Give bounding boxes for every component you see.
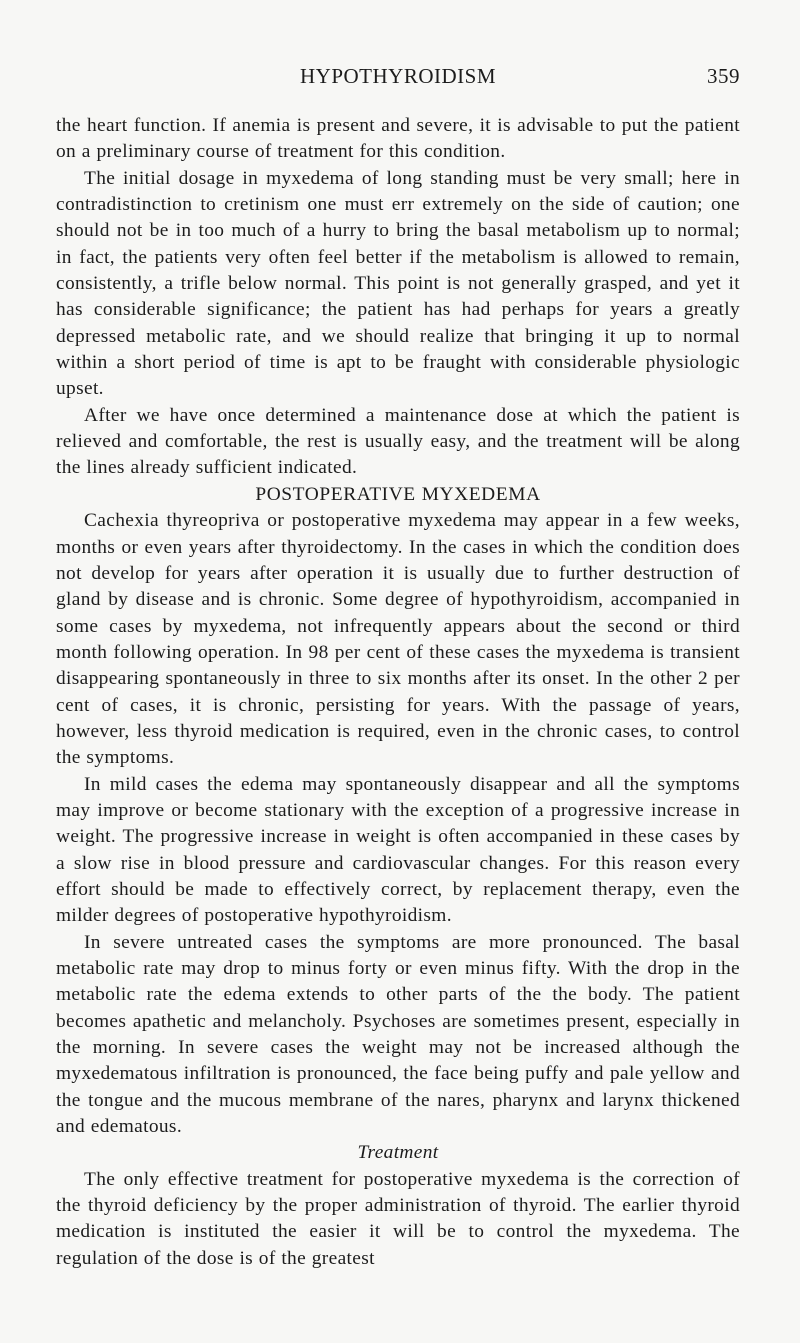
body-text (56, 113, 740, 1272)
paragraph: After we have once determined a maintenance dose at which the patient is relieved and comfortable, the rest is usually easy, and the treatment will be along the lines already sufficient indicated. (56, 404, 740, 479)
running-title: HYPOTHYROIDISM (299, 64, 496, 88)
paragraph: The only effective treatment for postoperative myxedema is the correction of the thyroid deficiency by the proper administration of thyroid. The earlier thyroid medication is instituted the easier it will be to control the myxedema. The regulation of the dose is of the greatest (56, 1168, 740, 1269)
running-head (56, 64, 740, 92)
paragraph: In mild cases the edema may spontaneously disappear and all the symptoms may improve or become stationary with the exception of a progressive increase in weight. The progressive increase in weight is often accompanied in these cases by a slow rise in blood pressure and cardiovascular changes. For this reason every effort should be made to effectively correct, by replacement therapy, even the milder degrees of postoperative hypothyroidism. (56, 773, 740, 927)
page-number: 359 (707, 64, 740, 88)
subsection-heading: Treatment (357, 1142, 439, 1164)
paragraph: Cachexia thyreopriva or postoperative myxedema may appear in a few weeks, months or even years after thyroidectomy. In the cases in which the condition does not develop for years after operation it is usually due to further destruction of gland by disease and is chronic. Some degree of hypothyroidism, accompanied in some cases by myxedema, not infrequently appears about the second or third month following operation. In 98 per cent of these cases the myxedema is transient disappearing spontaneously in three to six months after its onset. In the other 2 per cent of cases, it is chronic, persisting for years. With the passage of years, however, less thyroid medication is required, even in the chronic cases, to control the symptoms. (56, 510, 740, 769)
paragraph: In severe untreated cases the symptoms are more pronounced. The basal metabolic rate may drop to minus forty or even minus fifty. With the drop in the metabolic rate the edema extends to other parts of the the body. The patient becomes apathetic and melancholy. Psychoses are sometimes present, especially in the morning. In severe cases the weight may not be increased although the myxedematous infiltration is pronounced, the face being puffy and pale yellow and the tongue and the mucous membrane of the nares, pharynx and larynx thickened and edematous. (56, 931, 740, 1138)
paragraph: the heart function. If anemia is present and severe, it is advisable to put the patient on a preliminary course of treatment for this condition. (56, 115, 740, 163)
paragraph: The initial dosage in myxedema of long standing must be very small; here in contradistinction to cretinism one must err extremely on the side of caution; one should not be in too much of a hurry to bring the basal metabolism up to normal; in fact, the patients very often feel better if the metabolism is allowed to remain, consistently, a trifle below normal. This point is not generally grasped, and yet it has considerable significance; the patient has had perhaps for years a greatly depressed metabolic rate, and we should realize that bringing it up to normal within a short period of time is apt to be fraught with considerable physiologic upset. (56, 167, 740, 400)
book-page (56, 64, 740, 1272)
section-heading: POSTOPERATIVE MYXEDEMA (255, 483, 541, 505)
